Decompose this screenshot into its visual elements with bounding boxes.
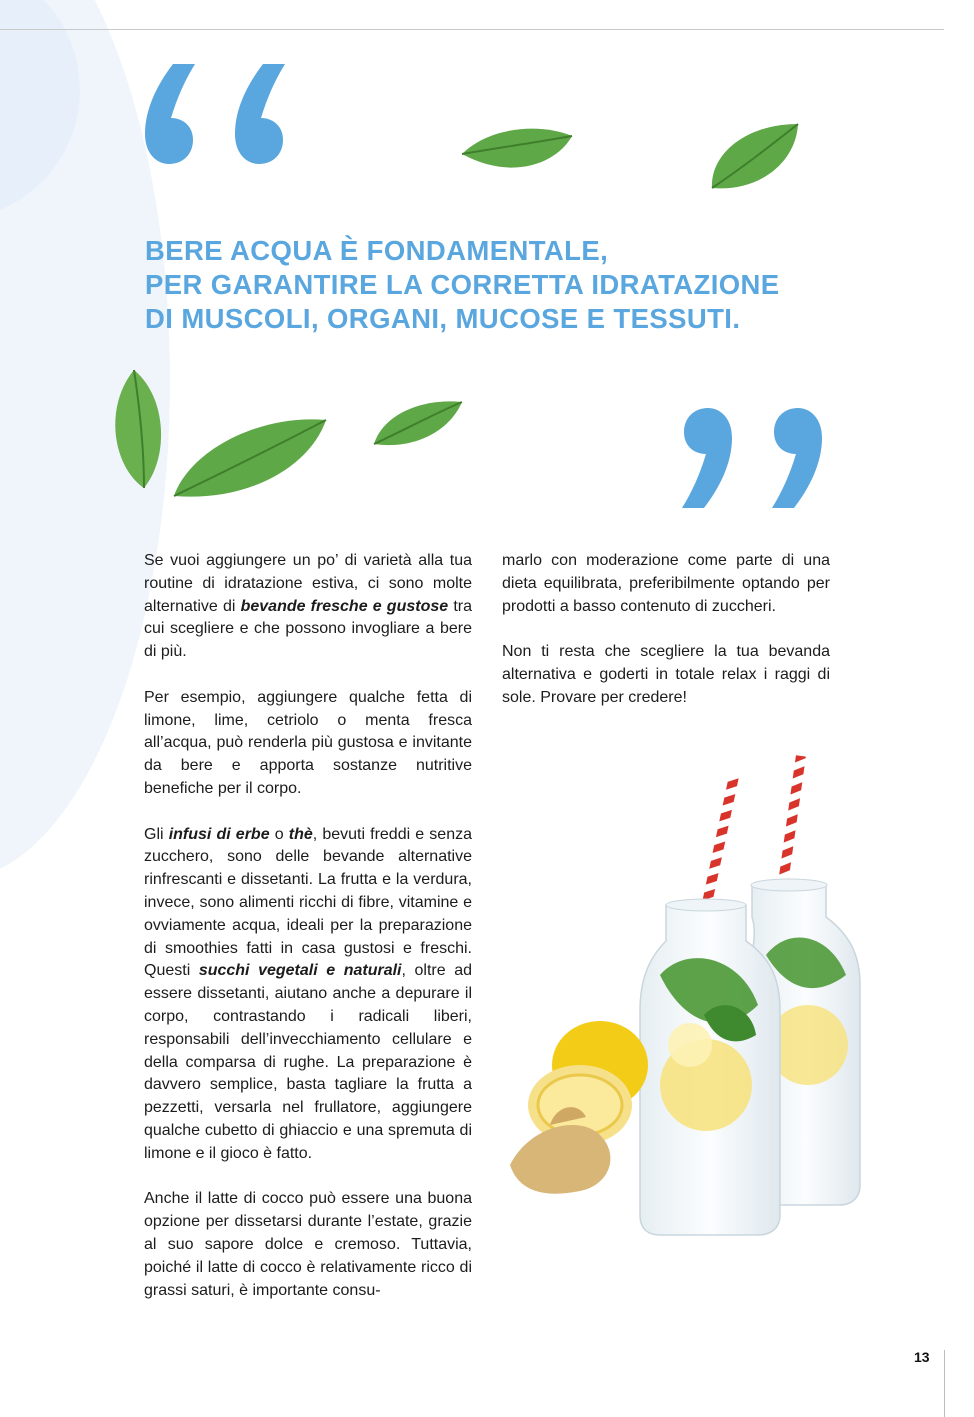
paragraph: Non ti resta che scegliere la tua bevanda alternativa e goderti in totale relax i raggi di sole. Provare per credere! (502, 643, 830, 706)
mint-leaf-icon (706, 118, 802, 194)
headline (145, 234, 845, 336)
headline-line-1: BERE ACQUA È FONDAMENTALE, (145, 235, 609, 266)
paragraph: Per esempio, aggiungere qualche fetta di limone, lime, cetriolo o menta fresca all’acqua, può renderla più gustosa e invitante da bere e apporta sostanze nutritive benefiche per il corpo. (144, 688, 472, 797)
paragraph: Anche il latte di cocco può essere una buona opzione per dissetarsi durante l’estate, grazie al suo sapore dolce e cremoso. Tuttavia, poiché il latte di cocco è relativamente ricco di grassi saturi, è importante consu- (144, 1190, 472, 1299)
mint-leaf-icon (458, 122, 576, 184)
headline-line-2: PER GARANTIRE LA CORRETTA IDRATAZIONE (145, 269, 780, 300)
paragraph: marlo con moderazione come parte di una dieta equilibrata, preferibilmente optando per prodotti a basso contenuto di zuccheri. (502, 552, 830, 615)
mint-leaf-icon (104, 366, 170, 492)
page-edge-divider (944, 1350, 945, 1417)
paragraph: Gli infusi di erbe o thè, bevuti freddi e senza zucchero, sono delle bevande alternative rinfrescanti e dissetanti. La frutta e la verdura, invece, sono alimenti ricchi di fibre, vitamine e ovviamente acqua, ideali per la preparazione di smoothies fatti in casa gustosi e freschi. Questi succhi vegetali e naturali, oltre ad essere dissetanti, aiutano anche a depurare il corpo, contrastando i radicali liberi, responsabili dell’invecchiamento cellulare e della comparsa di rughe. La preparazione è davvero semplice, basta tagliare la frutta a pezzetti, versarla nel frullatore, aggiungere qualche cubetto di ghiaccio e una spremuta di limone e il gioco è fatto. (144, 825, 472, 1162)
lemonade-bottles-photo (490, 745, 880, 1245)
open-quote-icon (143, 62, 293, 166)
top-divider (0, 29, 944, 30)
headline-line-3: DI MUSCOLI, ORGANI, MUCOSE E TESSUTI. (145, 303, 741, 334)
paragraph: Se vuoi aggiungere un po’ di varietà alla tua routine di idratazione estiva, ci sono molte alternative di bevande fresche e gustose tra cui scegliere e che possono invogliare a bere di più. (144, 552, 472, 661)
page-number: 13 (914, 1349, 930, 1365)
mint-leaf-icon (370, 394, 466, 450)
mint-leaf-icon (170, 410, 330, 502)
close-quote-icon (680, 406, 830, 510)
body-column-right (502, 550, 830, 732)
body-column-left (144, 550, 472, 1325)
